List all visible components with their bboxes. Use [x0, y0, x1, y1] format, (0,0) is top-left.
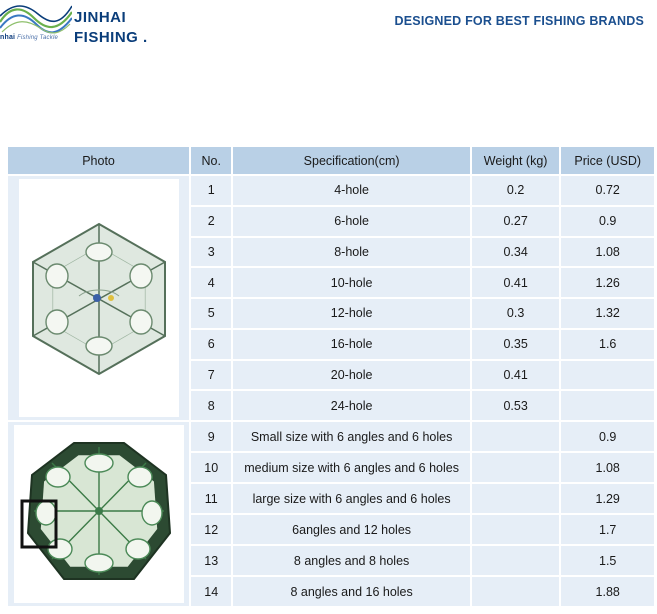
hexagon-trap-photo: [19, 179, 179, 417]
logo-subtitle: [0, 34, 58, 41]
brand-name-line2: FISHING .: [74, 29, 148, 46]
cell-no: 8: [191, 391, 231, 420]
cell-spec: 24-hole: [233, 391, 469, 420]
cell-price: 0.72: [561, 176, 654, 205]
cell-weight: 0.41: [472, 361, 560, 390]
cell-weight: 0.34: [472, 238, 560, 267]
cell-weight: 0.3: [472, 299, 560, 328]
cell-price: [561, 361, 654, 390]
cell-no: 9: [191, 422, 231, 451]
cell-spec: 10-hole: [233, 268, 469, 297]
cell-weight: [472, 546, 560, 575]
cell-weight: 0.2: [472, 176, 560, 205]
cell-spec: 6-hole: [233, 207, 469, 236]
cell-weight: 0.53: [472, 391, 560, 420]
cell-price: 0.9: [561, 207, 654, 236]
cell-spec: 8 angles and 16 holes: [233, 577, 469, 606]
cell-no: 2: [191, 207, 231, 236]
cell-price: [561, 391, 654, 420]
logo-subtitle-text: Fishing Tackle: [17, 35, 59, 41]
table-row: [8, 176, 654, 205]
cell-price: 1.32: [561, 299, 654, 328]
cell-weight: [472, 484, 560, 513]
cell-spec: large size with 6 angles and 6 holes: [233, 484, 469, 513]
cell-spec: 6angles and 12 holes: [233, 515, 469, 544]
spec-table: [6, 145, 656, 608]
cell-price: 1.29: [561, 484, 654, 513]
octagon-trap-photo: [14, 425, 184, 603]
cell-no: 7: [191, 361, 231, 390]
cell-spec: 16-hole: [233, 330, 469, 359]
table-row: [8, 422, 654, 451]
photo-cell-octagon: [8, 422, 189, 606]
cell-no: 14: [191, 577, 231, 606]
cell-spec: Small size with 6 angles and 6 holes: [233, 422, 469, 451]
slogan: DESIGNED FOR BEST FISHING BRANDS: [394, 14, 644, 28]
header-photo: Photo: [8, 147, 189, 174]
cell-price: 1.6: [561, 330, 654, 359]
cell-weight: 0.27: [472, 207, 560, 236]
cell-spec: 4-hole: [233, 176, 469, 205]
cell-spec: 8 angles and 8 holes: [233, 546, 469, 575]
header-weight: Weight (kg): [472, 147, 560, 174]
cell-no: 11: [191, 484, 231, 513]
cell-no: 1: [191, 176, 231, 205]
cell-weight: 0.35: [472, 330, 560, 359]
cell-no: 3: [191, 238, 231, 267]
cell-no: 10: [191, 453, 231, 482]
cell-spec: medium size with 6 angles and 6 holes: [233, 453, 469, 482]
cell-weight: 0.41: [472, 268, 560, 297]
cell-weight: [472, 453, 560, 482]
brand-name-line1: JINHAI: [74, 9, 127, 26]
cell-price: 1.26: [561, 268, 654, 297]
table-header-row: [8, 147, 654, 174]
cell-no: 5: [191, 299, 231, 328]
cell-spec: 12-hole: [233, 299, 469, 328]
cell-price: 1.5: [561, 546, 654, 575]
hexagon-fishing-trap-image: [19, 218, 179, 378]
cell-price: 1.7: [561, 515, 654, 544]
cell-no: 12: [191, 515, 231, 544]
cell-price: 1.08: [561, 453, 654, 482]
cell-price: 1.08: [561, 238, 654, 267]
photo-cell-hexagon: [8, 176, 189, 420]
cell-no: 6: [191, 330, 231, 359]
page-header: [0, 0, 657, 60]
cell-spec: 20-hole: [233, 361, 469, 390]
header-spec: Specification(cm): [233, 147, 469, 174]
header-price: Price (USD): [561, 147, 654, 174]
cell-price: 1.88: [561, 577, 654, 606]
cell-weight: [472, 577, 560, 606]
logo-subtitle-bold: nhai: [0, 34, 16, 41]
jinhai-logo-icon: [0, 2, 72, 36]
cell-spec: 8-hole: [233, 238, 469, 267]
cell-no: 13: [191, 546, 231, 575]
header-no: No.: [191, 147, 231, 174]
octagon-fishing-trap-image: [14, 429, 184, 599]
cell-weight: [472, 422, 560, 451]
cell-no: 4: [191, 268, 231, 297]
cell-price: 0.9: [561, 422, 654, 451]
cell-weight: [472, 515, 560, 544]
brand-name: [74, 8, 148, 48]
